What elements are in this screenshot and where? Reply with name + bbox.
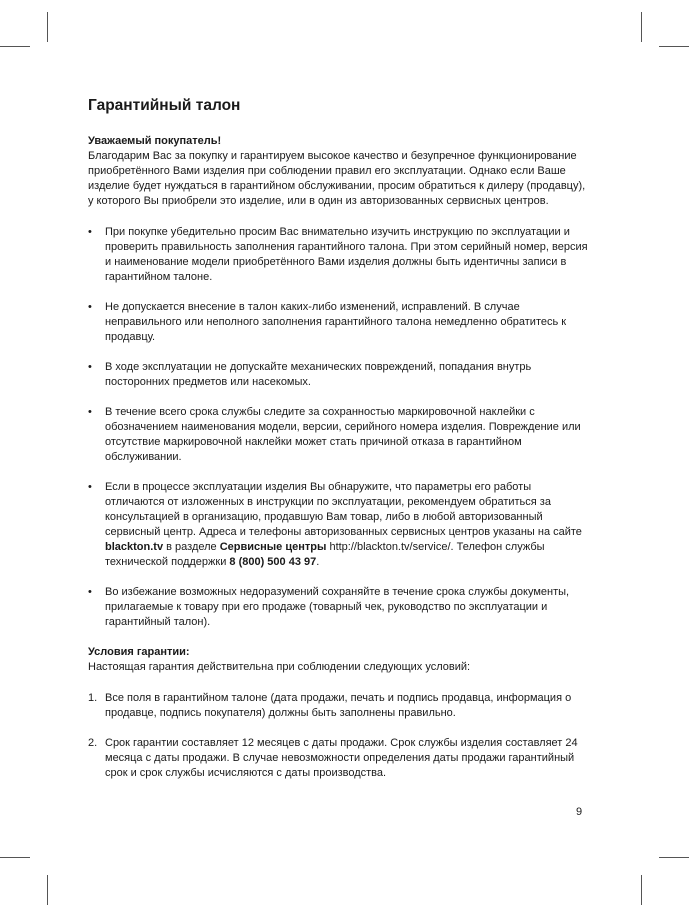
item-text: Срок гарантии составляет 12 месяцев с даты продажи. Срок службы изделия составляет 24 месяца с даты продажи. В случае невозможности определения даты продажи гарантийный срок и срок службы исчисляются с даты производства. <box>105 737 578 779</box>
list-item: • Не допускается внесение в талон каких-либо изменений, исправлений. В случае неправильного или неполного заполнения гарантийного талона немедленно обратитесь к продавцу. <box>88 300 593 345</box>
greeting: Уважаемый покупатель! <box>88 135 222 147</box>
support-phone: 8 (800) 500 43 97 <box>229 556 317 568</box>
site-link[interactable]: blackton.tv <box>105 541 164 553</box>
bullet-list <box>88 225 593 630</box>
bullet-text: http://blackton.tv/service/. Телефон службы технической поддержки <box>105 541 545 568</box>
item-number: 1. <box>88 692 98 704</box>
list-item: • В течение всего срока службы следите за сохранностью маркировочной наклейки с обозначением наименования модели, версии, серийного номера изделия. Повреждение или отсутствие маркировочной наклейки может стать причиной отказа в гарантийном обслуживании. <box>88 405 593 465</box>
item-text: Все поля в гарантийном талоне (дата продажи, печать и подпись продавца, информация о продавце, подпись покупателя) должны быть заполнены правильно. <box>105 692 572 719</box>
bullet-text: Если в процессе эксплуатации изделия Вы обнаружите, что параметры его работы отличаются от изложенных в инструкции по эксплуатации, рекомендуем обратиться за консультацией в организацию, продавшую Вам товар, либо в любой авторизованный сервисный центр. Адреса и телефоны авторизованных сервисных центров указаны на сайте <box>105 481 582 538</box>
page-title: Гарантийный талон <box>88 97 241 114</box>
crop-mark <box>47 875 48 905</box>
item-number: 2. <box>88 737 98 749</box>
list-item: • При покупке убедительно просим Вас внимательно изучить инструкцию по эксплуатации и проверить правильность заполнения гарантийного талона. При этом серийный номер, версия и наименование модели приобретённого Вами изделия должны быть идентичны записи в гарантийном талоне. <box>88 225 593 285</box>
page-number: 9 <box>576 806 583 818</box>
crop-mark <box>641 875 642 905</box>
list-item <box>88 480 593 570</box>
list-item: • Во избежание возможных недоразумений сохраняйте в течение срока службы документы, прилагаемые к товару при его продаже (товарный чек, руководство по эксплуатации и гарантийный талон). <box>88 585 593 630</box>
service-section-label: Сервисные центры <box>219 541 327 553</box>
conditions-heading: Условия гарантии: <box>88 646 190 658</box>
crop-mark <box>659 857 689 858</box>
crop-mark <box>0 46 30 47</box>
conditions-list <box>88 691 593 781</box>
conditions-intro: Настоящая гарантия действительна при соблюдении следующих условий: <box>88 661 471 673</box>
list-item <box>88 691 593 721</box>
crop-mark <box>659 46 689 47</box>
list-item: • В ходе эксплуатации не допускайте механических повреждений, попадания внутрь посторонних предметов или насекомых. <box>88 360 593 390</box>
document-page <box>88 96 593 796</box>
list-item <box>88 736 593 781</box>
bullet-text: . <box>316 556 320 568</box>
intro-paragraph: Благодарим Вас за покупку и гарантируем высокое качество и безупречное функционирование приобретённого Вами изделия при соблюдении правил его эксплуатации. Однако если Ваше изделие будет нуждаться в гарантийном обслуживании, просим обратиться к дилеру (продавцу), у которого Вы приобрели это изделие, или в один из авторизованных сервисных центров. <box>88 150 586 207</box>
bullet-text: в разделе <box>163 541 220 553</box>
crop-mark <box>47 12 48 42</box>
crop-mark <box>0 857 30 858</box>
crop-mark <box>641 12 642 42</box>
